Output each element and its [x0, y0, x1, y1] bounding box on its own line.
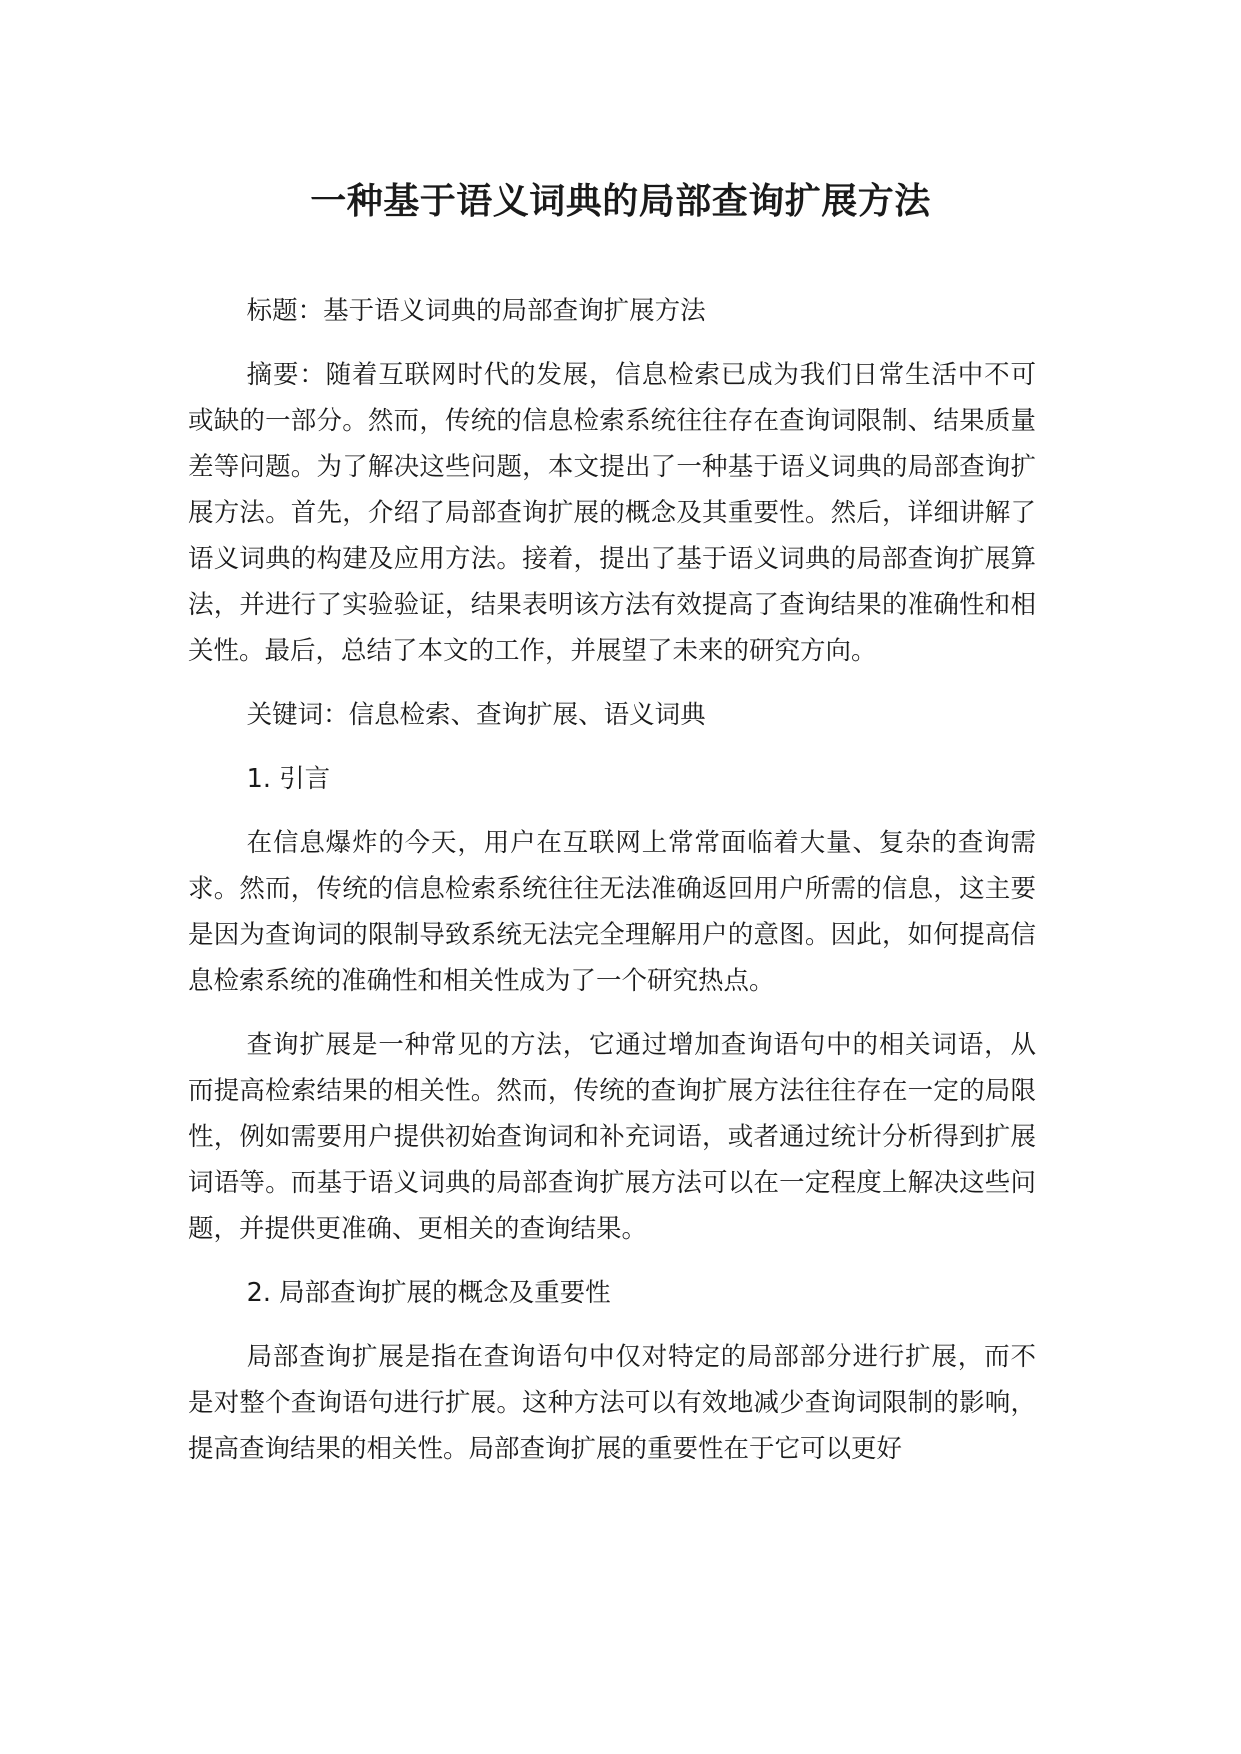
- section-heading-introduction: 1. 引言: [246, 764, 331, 794]
- section-heading-concept: 2. 局部查询扩展的概念及重要性: [246, 1278, 611, 1308]
- body-paragraph: 局部查询扩展是指在查询语句中仅对特定的局部部分进行扩展，而不是对整个查询语句进行扩展。这种方法可以有效地减少查询词限制的影响，提高查询结果的相关性。局部查询扩展的重要性在于它可以更好: [188, 1342, 1036, 1464]
- keywords-line: 关键词：信息检索、查询扩展、语义词典: [246, 700, 706, 730]
- body-paragraph: 查询扩展是一种常见的方法，它通过增加查询语句中的相关词语，从而提高检索结果的相关性。然而，传统的查询扩展方法往往存在一定的局限性，例如需要用户提供初始查询词和补充词语，或者通过统计分析得到扩展词语等。而基于语义词典的局部查询扩展方法可以在一定程度上解决这些问题，并提供更准确、更相关的查询结果。: [188, 1030, 1036, 1244]
- document-body: [188, 288, 1036, 1490]
- body-paragraph: 在信息爆炸的今天，用户在互联网上常常面临着大量、复杂的查询需求。然而，传统的信息检索系统往往无法准确返回用户所需的信息，这主要是因为查询词的限制导致系统无法完全理解用户的意图。因此，如何提高信息检索系统的准确性和相关性成为了一个研究热点。: [188, 828, 1036, 996]
- title-line: 标题：基于语义词典的局部查询扩展方法: [246, 296, 706, 326]
- document-title: 一种基于语义词典的局部查询扩展方法: [310, 181, 931, 222]
- abstract-paragraph: 摘要：随着互联网时代的发展，信息检索已成为我们日常生活中不可或缺的一部分。然而，传统的信息检索系统往往存在查询词限制、结果质量差等问题。为了解决这些问题，本文提出了一种基于语义词典的局部查询扩展方法。首先，介绍了局部查询扩展的概念及其重要性。然后，详细讲解了语义词典的构建及应用方法。接着，提出了基于语义词典的局部查询扩展算法，并进行了实验验证，结果表明该方法有效提高了查询结果的准确性和相关性。最后，总结了本文的工作，并展望了未来的研究方向。: [188, 360, 1036, 666]
